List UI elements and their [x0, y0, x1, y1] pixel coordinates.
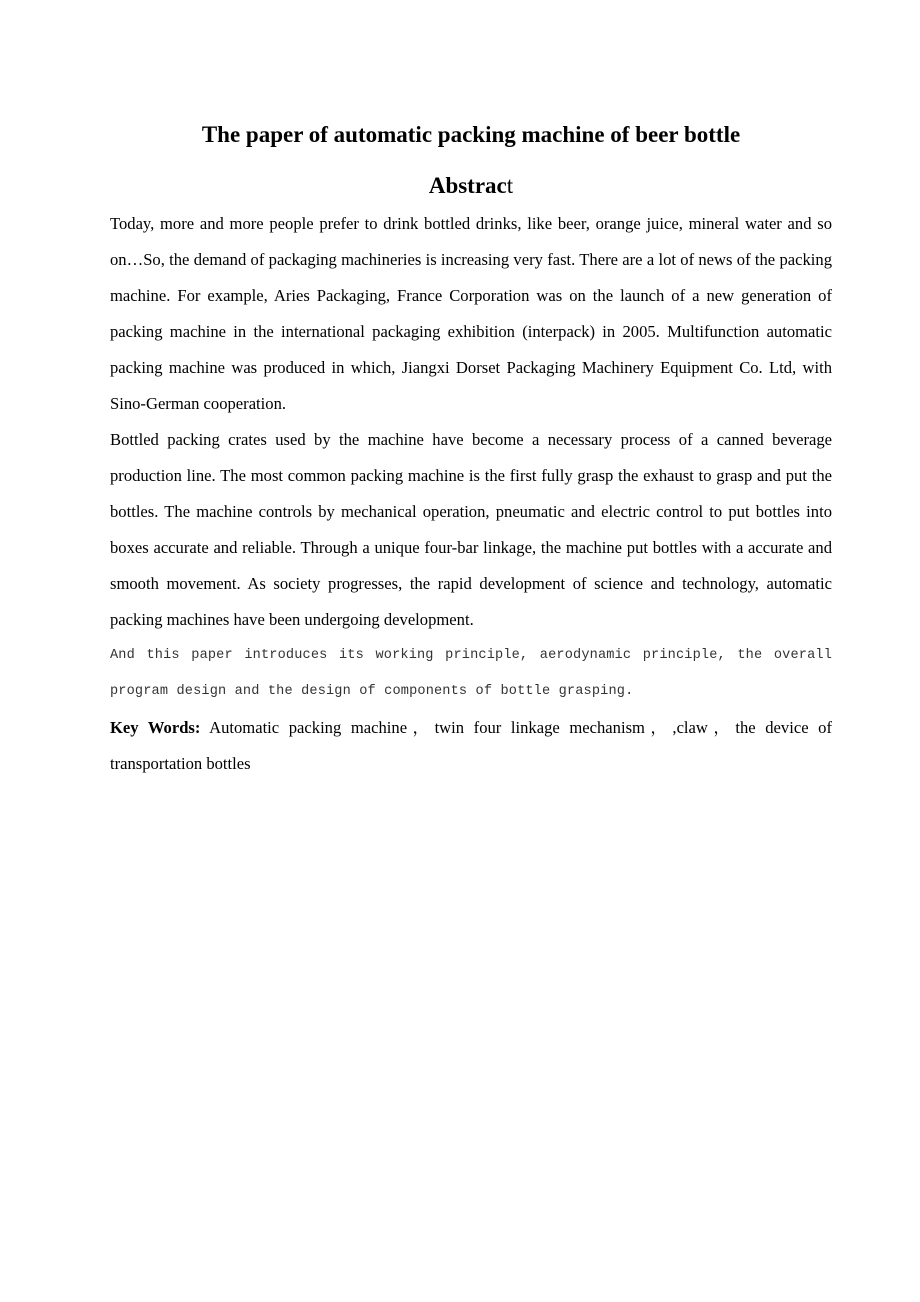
abstract-paragraph-3: And this paper introduces its working principle, aerodynamic principle, the overall program design and the design of components of bottle grasping.	[110, 648, 832, 699]
abstract-heading-tail: t	[506, 173, 514, 198]
keywords-line	[110, 710, 832, 782]
abstract-heading-bold: Abstrac	[428, 173, 507, 198]
keywords-label: Key Words:	[110, 718, 201, 737]
abstract-heading	[110, 151, 832, 202]
abstract-paragraph-1: Today, more and more people prefer to drink bottled drinks, like beer, orange juice, mineral water and so on…So, the demand of packaging machineries is increasing very fast. There are a lot of news of the packing machine. For example, Aries Packaging, France Corporation was on the launch of a new generation of packing machine in the international packaging exhibition (interpack) in 2005. Multifunction automatic packing machine was produced in which, Jiangxi Dorset Packaging Machinery Equipment Co. Ltd, with Sino-German cooperation.	[110, 214, 832, 413]
paper-title: The paper of automatic packing machine of beer bottle	[201, 122, 741, 147]
abstract-paragraph-2: Bottled packing crates used by the machine have become a necessary process of a canned beverage production line. The most common packing machine is the first fully grasp the exhaust to grasp and put the bottles. The machine controls by mechanical operation, pneumatic and electric control to put bottles into boxes accurate and reliable. Through a unique four-bar linkage, the machine put bottles with a accurate and smooth movement. As society progresses, the rapid development of science and technology, automatic packing machines have been undergoing development.	[110, 430, 832, 629]
keywords-text: Automatic packing machine，twin four linkage mechanism，,claw，the device of transportation bottles	[110, 718, 832, 773]
